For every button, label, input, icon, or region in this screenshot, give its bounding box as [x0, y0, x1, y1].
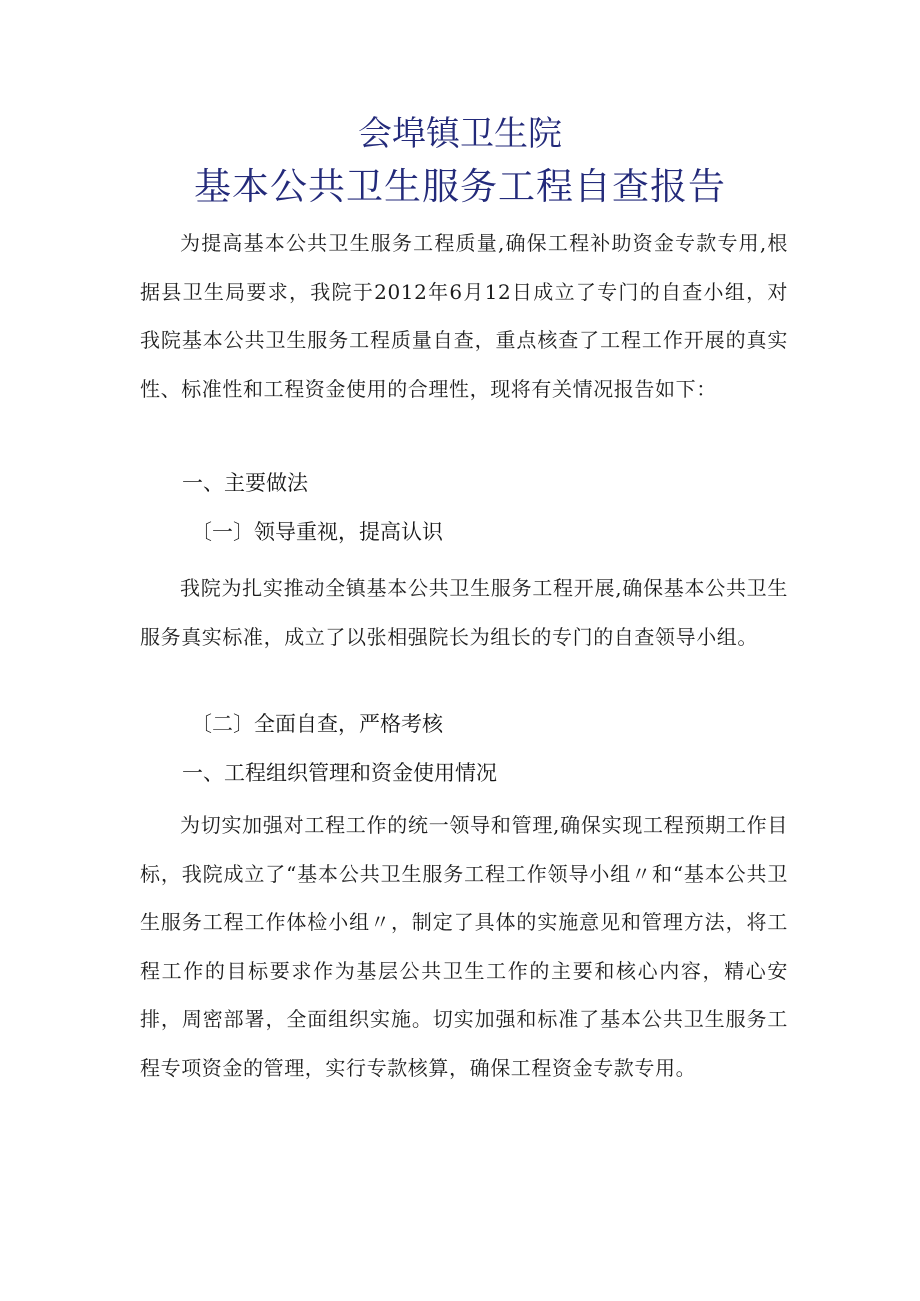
document-title-org: 会埠镇卫生院 — [358, 114, 562, 154]
subsection-heading-self-inspection: 〔二〕全面自查，严格考核 — [191, 712, 443, 736]
document-title-report: 基本公共卫生服务工程自查报告 — [194, 165, 726, 208]
section-heading-main-practices: 一、主要做法 — [182, 471, 308, 495]
subsection-heading-leadership: 〔一〕领导重视，提高认识 — [191, 520, 443, 544]
intro-paragraph: 为提高基本公共卫生服务工程质量,确保工程补助资金专款专用,根据县卫生局要求，我院于2012年6月12日成立了专门的自查小组，对我院基本公共卫生服务工程质量自查，重点核查了工程工作开展的真实性、标准性和工程资金使用的合理性，现将有关情况报告如下： — [140, 231, 788, 401]
management-paragraph: 为切实加强对工程工作的统一领导和管理,确保实现工程预期工作目标，我院成立了“基本公共卫生服务工程工作领导小组〃和“基本公共卫生服务工程工作体检小组〃，制定了具体的实施意见和管理方法，将工程工作的目标要求作为基层公共卫生工作的主要和核心内容，精心安排，周密部署，全面组织实施。切实加强和标准了基本公共卫生服务工程专项资金的管理，实行专款核算，确保工程资金专款专用。 — [140, 813, 788, 1080]
leadership-paragraph: 我院为扎实推动全镇基本公共卫生服务工程开展,确保基本公共卫生服务真实标准，成立了以张相强院长为组长的专门的自查领导小组。 — [140, 576, 788, 649]
section-heading-management-funds: 一、工程组织管理和资金使用情况 — [182, 761, 497, 785]
